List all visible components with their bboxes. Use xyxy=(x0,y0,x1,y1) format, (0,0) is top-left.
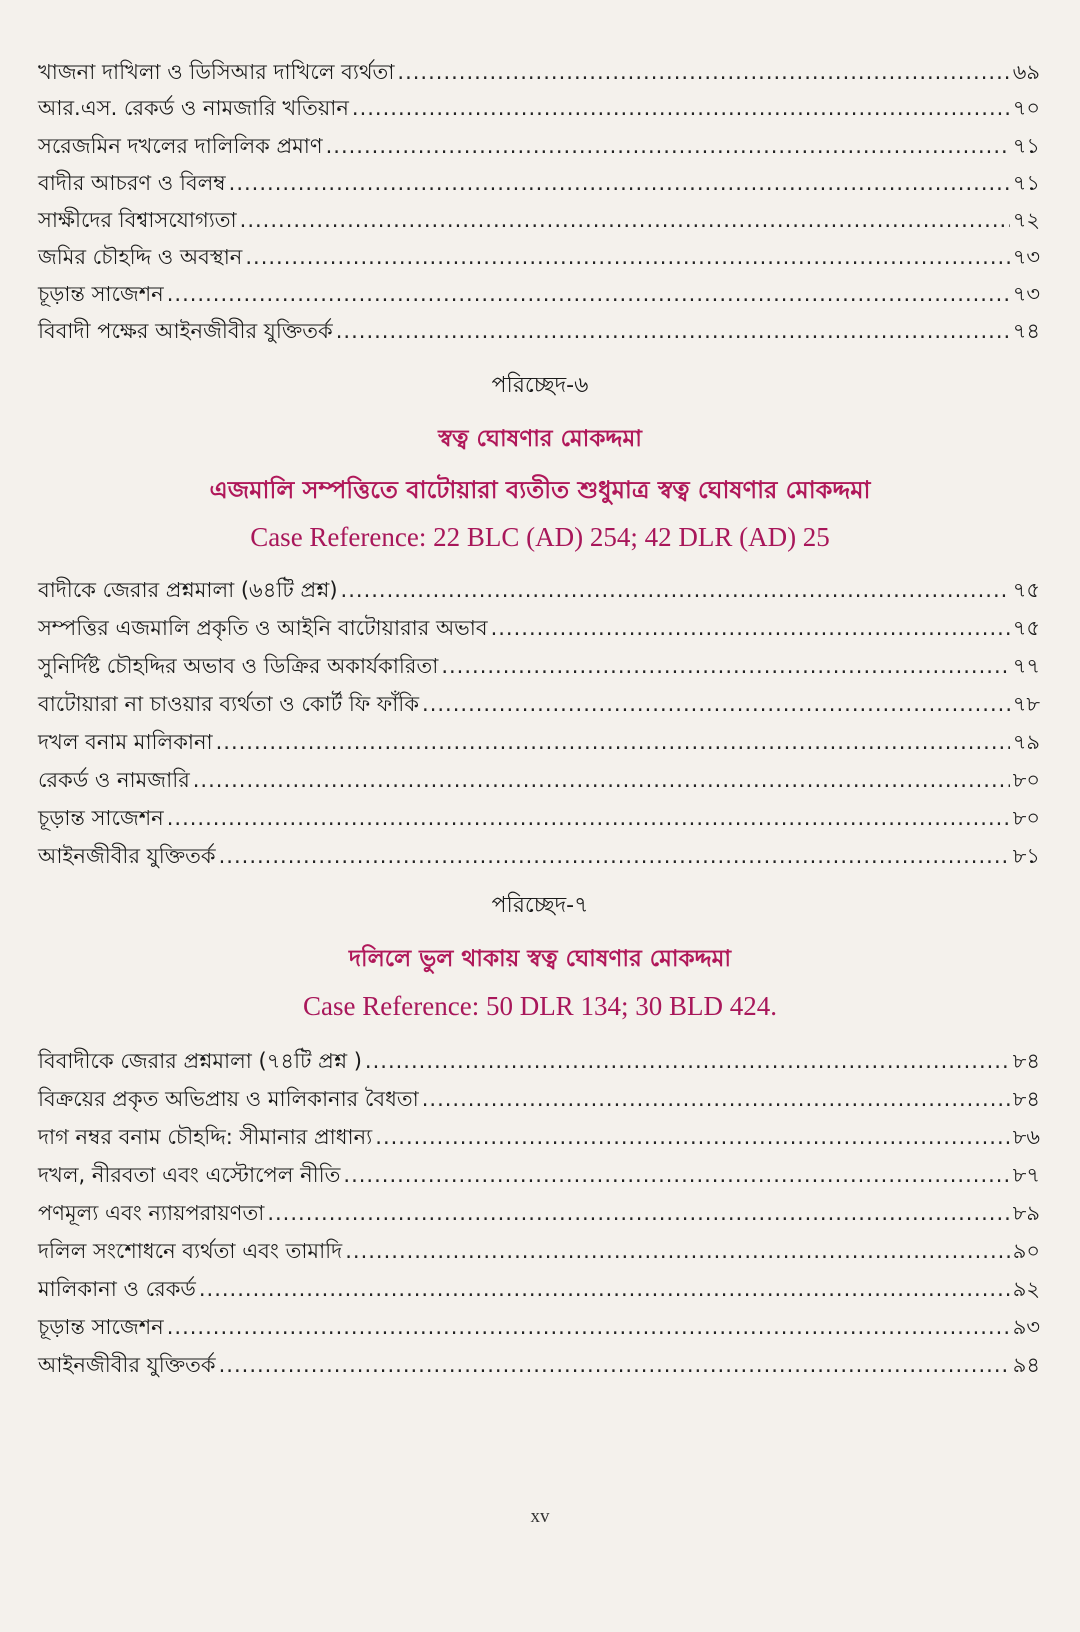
entry-page: ৭৫ xyxy=(1012,578,1040,602)
toc-entry xyxy=(38,1082,1040,1116)
entry-title: বিবাদীকে জেরার প্রশ্নমালা (৭৪টি প্রশ্ন ) xyxy=(38,1049,362,1073)
entry-title: দখল, নীরবতা এবং এস্টোপেল নীতি xyxy=(38,1163,341,1187)
leader-dots xyxy=(352,91,1010,125)
toc-entry xyxy=(38,573,1040,607)
leader-dots xyxy=(267,1196,1009,1230)
entry-page: ৯৩ xyxy=(1012,1315,1040,1339)
toc-entry xyxy=(38,687,1040,721)
entry-page: ৮৭ xyxy=(1012,1163,1040,1187)
toc-entry xyxy=(38,1348,1040,1382)
leader-dots xyxy=(199,1272,1010,1306)
toc-entry xyxy=(38,129,1040,163)
toc-entry xyxy=(38,649,1040,683)
entry-page: ৭১ xyxy=(1012,171,1040,195)
toc-entry xyxy=(38,1310,1040,1344)
toc-entry xyxy=(38,55,1040,89)
entry-title: আর.এস. রেকর্ড ও নামজারি খতিয়ান xyxy=(38,96,349,120)
entry-title: চূড়ান্ত সাজেশন xyxy=(38,806,164,830)
toc-entry xyxy=(38,1272,1040,1306)
entry-title: জমির চৌহদ্দি ও অবস্থান xyxy=(38,245,243,269)
entry-title: আইনজীবীর যুক্তিতর্ক xyxy=(38,844,216,868)
entry-page: ৭৪ xyxy=(1012,319,1040,343)
entry-title: সম্পত্তির এজমালি প্রকৃতি ও আইনি বাটোয়ারার অভাব xyxy=(38,616,488,640)
toc-entry xyxy=(38,1234,1040,1268)
toc-entry xyxy=(38,839,1040,873)
entry-page: ৮১ xyxy=(1012,844,1040,868)
toc-entry xyxy=(38,91,1040,125)
leader-dots xyxy=(245,240,1009,274)
entry-title: বাটোয়ারা না চাওয়ার ব্যর্থতা ও কোর্ট ফি ফাঁকি xyxy=(38,692,420,716)
case-reference: Case Reference: 50 DLR 134; 30 BLD 424. xyxy=(303,991,777,1021)
leader-dots xyxy=(397,55,1009,89)
entry-page: ৮৪ xyxy=(1012,1087,1040,1111)
toc-entry xyxy=(38,725,1040,759)
entry-page: ৮০ xyxy=(1012,806,1040,830)
toc-entry xyxy=(38,1196,1040,1230)
entry-page: ৬৯ xyxy=(1012,60,1040,84)
leader-dots xyxy=(375,1120,1009,1154)
leader-dots xyxy=(193,763,1010,797)
entry-page: ৯০ xyxy=(1012,1239,1040,1263)
entry-title: পণমূল্য এবং ন্যায়পরায়ণতা xyxy=(38,1201,265,1225)
leader-dots xyxy=(441,649,1009,683)
leader-dots xyxy=(219,1348,1010,1382)
entry-title: সাক্ষীদের বিশ্বাসযোগ্যতা xyxy=(38,208,237,232)
entry-page: ৭১ xyxy=(1012,134,1040,158)
toc-entry xyxy=(38,1158,1040,1192)
leader-dots xyxy=(345,1234,1010,1268)
toc-entry xyxy=(38,166,1040,200)
leader-dots xyxy=(326,129,1010,163)
leader-dots xyxy=(167,1310,1010,1344)
leader-dots xyxy=(365,1044,1010,1078)
leader-dots xyxy=(240,203,1010,237)
toc-entry xyxy=(38,277,1040,311)
leader-dots xyxy=(422,687,1010,721)
chapter-label: পরিচ্ছেদ-৬ xyxy=(491,373,589,398)
toc-entry xyxy=(38,203,1040,237)
chapter-title: দলিলে ভুল থাকায় স্বত্ব ঘোষণার মোকদ্দমা xyxy=(348,946,732,972)
entry-title: রেকর্ড ও নামজারি xyxy=(38,768,190,792)
leader-dots xyxy=(167,277,1010,311)
leader-dots xyxy=(216,725,1010,759)
leader-dots xyxy=(229,166,1010,200)
toc-entry xyxy=(38,240,1040,274)
entry-page: ৭৩ xyxy=(1012,245,1040,269)
chapter-subtitle: এজমালি সম্পত্তিতে বাটোয়ারা ব্যতীত শুধুমাত্র স্বত্ব ঘোষণার মোকদ্দমা xyxy=(209,476,871,504)
leader-dots xyxy=(167,801,1010,835)
entry-title: দাগ নম্বর বনাম চৌহদ্দি: সীমানার প্রাধান্য xyxy=(38,1125,373,1149)
leader-dots xyxy=(341,573,1010,607)
entry-page: ৭৭ xyxy=(1012,654,1040,678)
entry-page: ৯২ xyxy=(1012,1277,1040,1301)
entry-title: বাদীকে জেরার প্রশ্নমালা (৬৪টি প্রশ্ন) xyxy=(38,578,338,602)
entry-title: বাদীর আচরণ ও বিলম্ব xyxy=(38,171,226,195)
entry-page: ৭৩ xyxy=(1012,282,1040,306)
entry-title: চূড়ান্ত সাজেশন xyxy=(38,1315,164,1339)
leader-dots xyxy=(219,839,1010,873)
entry-page: ৭৫ xyxy=(1012,616,1040,640)
toc-entry xyxy=(38,1120,1040,1154)
entry-title: মালিকানা ও রেকর্ড xyxy=(38,1277,196,1301)
entry-title: বিবাদী পক্ষের আইনজীবীর যুক্তিতর্ক xyxy=(38,319,333,343)
toc-entry xyxy=(38,801,1040,835)
entry-page: ৭৯ xyxy=(1012,730,1040,754)
leader-dots xyxy=(491,611,1010,645)
entry-page: ৭২ xyxy=(1012,208,1040,232)
toc-entry xyxy=(38,1044,1040,1078)
entry-title: চূড়ান্ত সাজেশন xyxy=(38,282,164,306)
entry-title: দলিল সংশোধনে ব্যর্থতা এবং তামাদি xyxy=(38,1239,343,1263)
entry-title: সরেজমিন দখলের দালিলিক প্রমাণ xyxy=(38,134,323,158)
page-number: xv xyxy=(530,1506,550,1527)
leader-dots xyxy=(422,1082,1010,1116)
entry-title: আইনজীবীর যুক্তিতর্ক xyxy=(38,1353,216,1377)
entry-page: ৮৪ xyxy=(1012,1049,1040,1073)
leader-dots xyxy=(336,314,1010,348)
toc-entry xyxy=(38,314,1040,348)
entry-title: সুনির্দিষ্ট চৌহদ্দির অভাব ও ডিক্রির অকার্যকারিতা xyxy=(38,654,439,678)
entry-page: ৮৯ xyxy=(1012,1201,1040,1225)
case-reference: Case Reference: 22 BLC (AD) 254; 42 DLR (AD) 25 xyxy=(250,522,830,552)
chapter-label: পরিচ্ছেদ-৭ xyxy=(491,893,589,918)
entry-title: খাজনা দাখিলা ও ডিসিআর দাখিলে ব্যর্থতা xyxy=(38,60,395,84)
leader-dots xyxy=(343,1158,1009,1192)
entry-page: ৮৬ xyxy=(1012,1125,1040,1149)
toc-entry xyxy=(38,763,1040,797)
chapter-title: স্বত্ব ঘোষণার মোকদ্দমা xyxy=(438,426,642,452)
entry-title: দখল বনাম মালিকানা xyxy=(38,730,213,754)
entry-page: ৯৪ xyxy=(1012,1353,1040,1377)
toc-entry xyxy=(38,611,1040,645)
entry-title: বিক্রয়ের প্রকৃত অভিপ্রায় ও মালিকানার বৈধতা xyxy=(38,1087,419,1111)
entry-page: ৭৮ xyxy=(1012,692,1040,716)
entry-page: ৮০ xyxy=(1012,768,1040,792)
entry-page: ৭০ xyxy=(1012,96,1040,120)
